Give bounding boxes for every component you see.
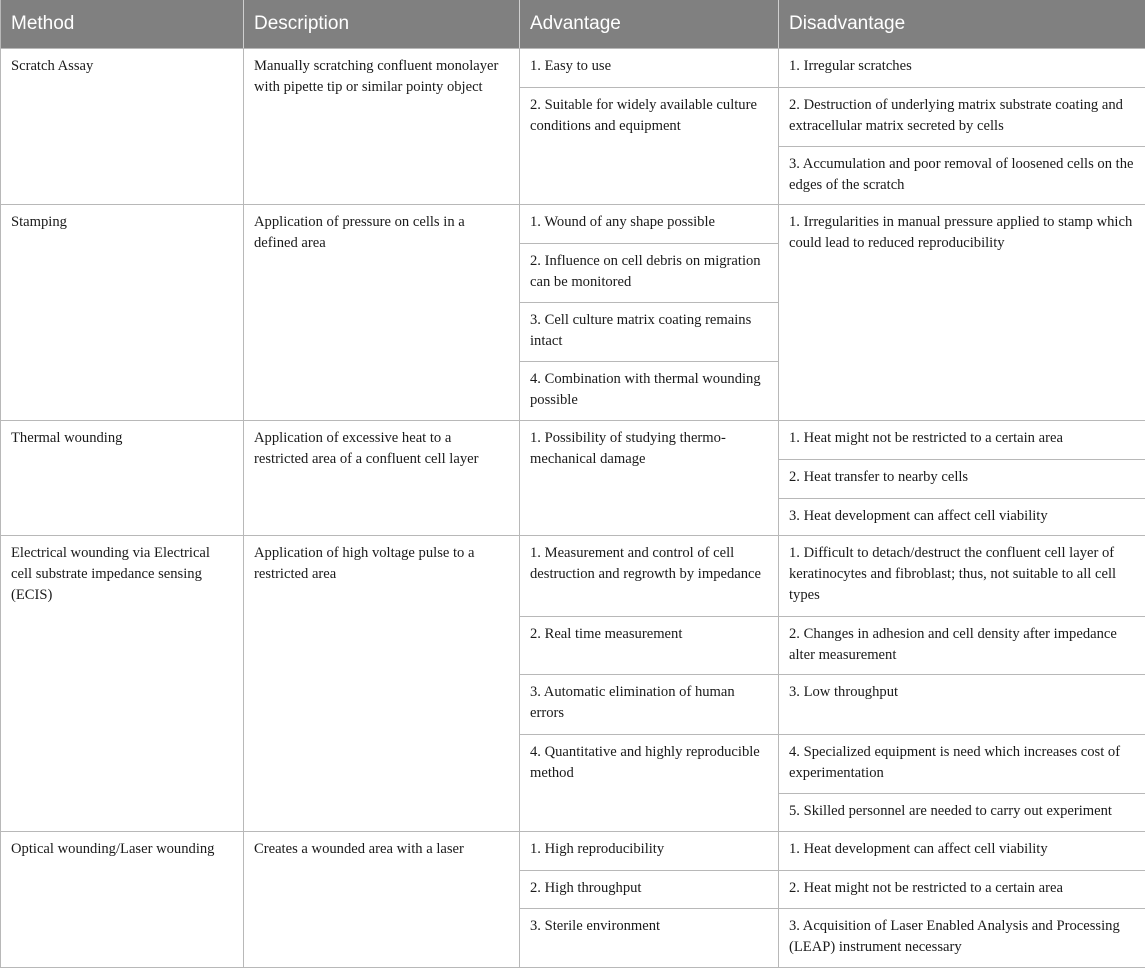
disadvantage-item: 2. Destruction of underlying matrix substrate coating and extracellular matrix secreted by cells [779, 87, 1145, 146]
advantage-list [520, 831, 779, 968]
method-cell: Electrical wounding via Electrical cell substrate impedance sensing (ECIS) [1, 535, 244, 831]
method-cell: Stamping [1, 204, 244, 420]
advantage-cell: 1. Possibility of studying thermo-mechanical damage [520, 420, 779, 535]
advantage-list [520, 535, 779, 831]
disadvantage-item: 1. Heat might not be restricted to a certain area [789, 430, 1063, 446]
disadvantage-item: 1. Irregular scratches [789, 58, 912, 74]
disadvantage-list [779, 535, 1145, 831]
advantage-item: 1. Measurement and control of cell destruction and regrowth by impedance [530, 545, 761, 582]
header-disadvantage: Disadvantage [779, 0, 1145, 48]
method-cell: Thermal wounding [1, 420, 244, 535]
disadvantage-item: 5. Skilled personnel are needed to carry out experiment [779, 793, 1145, 831]
disadvantage-item: 2. Changes in adhesion and cell density after impedance alter measurement [779, 616, 1145, 674]
disadvantage-item: 3. Heat development can affect cell viability [779, 498, 1145, 535]
disadvantage-item: 3. Accumulation and poor removal of loosened cells on the edges of the scratch [779, 146, 1145, 204]
description-cell: Application of excessive heat to a restricted area of a confluent cell layer [244, 420, 520, 535]
advantage-list [520, 48, 779, 204]
disadvantage-item: 4. Specialized equipment is need which increases cost of experimentation [779, 734, 1145, 793]
advantage-item: 1. Easy to use [530, 58, 612, 74]
disadvantage-list [779, 48, 1145, 204]
advantage-item: 1. High reproducibility [530, 841, 665, 857]
header-description: Description [244, 0, 520, 48]
disadvantage-item: 3. Acquisition of Laser Enabled Analysis and Processing (LEAP) instrument necessary [779, 908, 1145, 968]
advantage-item: 4. Quantitative and highly reproducible method [520, 734, 778, 831]
disadvantage-list [779, 420, 1145, 535]
advantage-item: 1. Wound of any shape possible [530, 214, 716, 230]
disadvantage-item: 3. Low throughput [779, 674, 1145, 734]
disadvantage-cell: 1. Irregularities in manual pressure applied to stamp which could lead to reduced reproducibility [779, 204, 1145, 420]
description-cell: Manually scratching confluent monolayer with pipette tip or similar pointy object [244, 48, 520, 204]
header-method: Method [1, 0, 244, 48]
advantage-item: 3. Sterile environment [520, 908, 778, 968]
advantage-item: 4. Combination with thermal wounding possible [520, 361, 778, 420]
advantage-item: 2. High throughput [520, 870, 778, 908]
advantage-item: 2. Suitable for widely available culture conditions and equipment [520, 87, 778, 204]
advantage-item: 2. Real time measurement [520, 616, 778, 674]
description-cell: Creates a wounded area with a laser [244, 831, 520, 968]
description-cell: Application of pressure on cells in a defined area [244, 204, 520, 420]
description-cell: Application of high voltage pulse to a restricted area [244, 535, 520, 831]
disadvantage-list [779, 831, 1145, 968]
advantage-list [520, 204, 779, 420]
advantage-item: 2. Influence on cell debris on migration can be monitored [520, 243, 778, 302]
method-cell: Optical wounding/Laser wounding [1, 831, 244, 968]
advantage-item: 3. Automatic elimination of human errors [520, 674, 778, 734]
disadvantage-item: 2. Heat might not be restricted to a certain area [779, 870, 1145, 908]
disadvantage-item: 1. Heat development can affect cell viability [789, 841, 1048, 857]
method-cell: Scratch Assay [1, 48, 244, 204]
header-advantage: Advantage [520, 0, 779, 48]
advantage-item: 3. Cell culture matrix coating remains intact [520, 302, 778, 361]
disadvantage-item: 2. Heat transfer to nearby cells [779, 459, 1145, 498]
disadvantage-item: 1. Difficult to detach/destruct the confluent cell layer of keratinocytes and fibroblast; thus, not suitable to all cell types [789, 545, 1117, 603]
